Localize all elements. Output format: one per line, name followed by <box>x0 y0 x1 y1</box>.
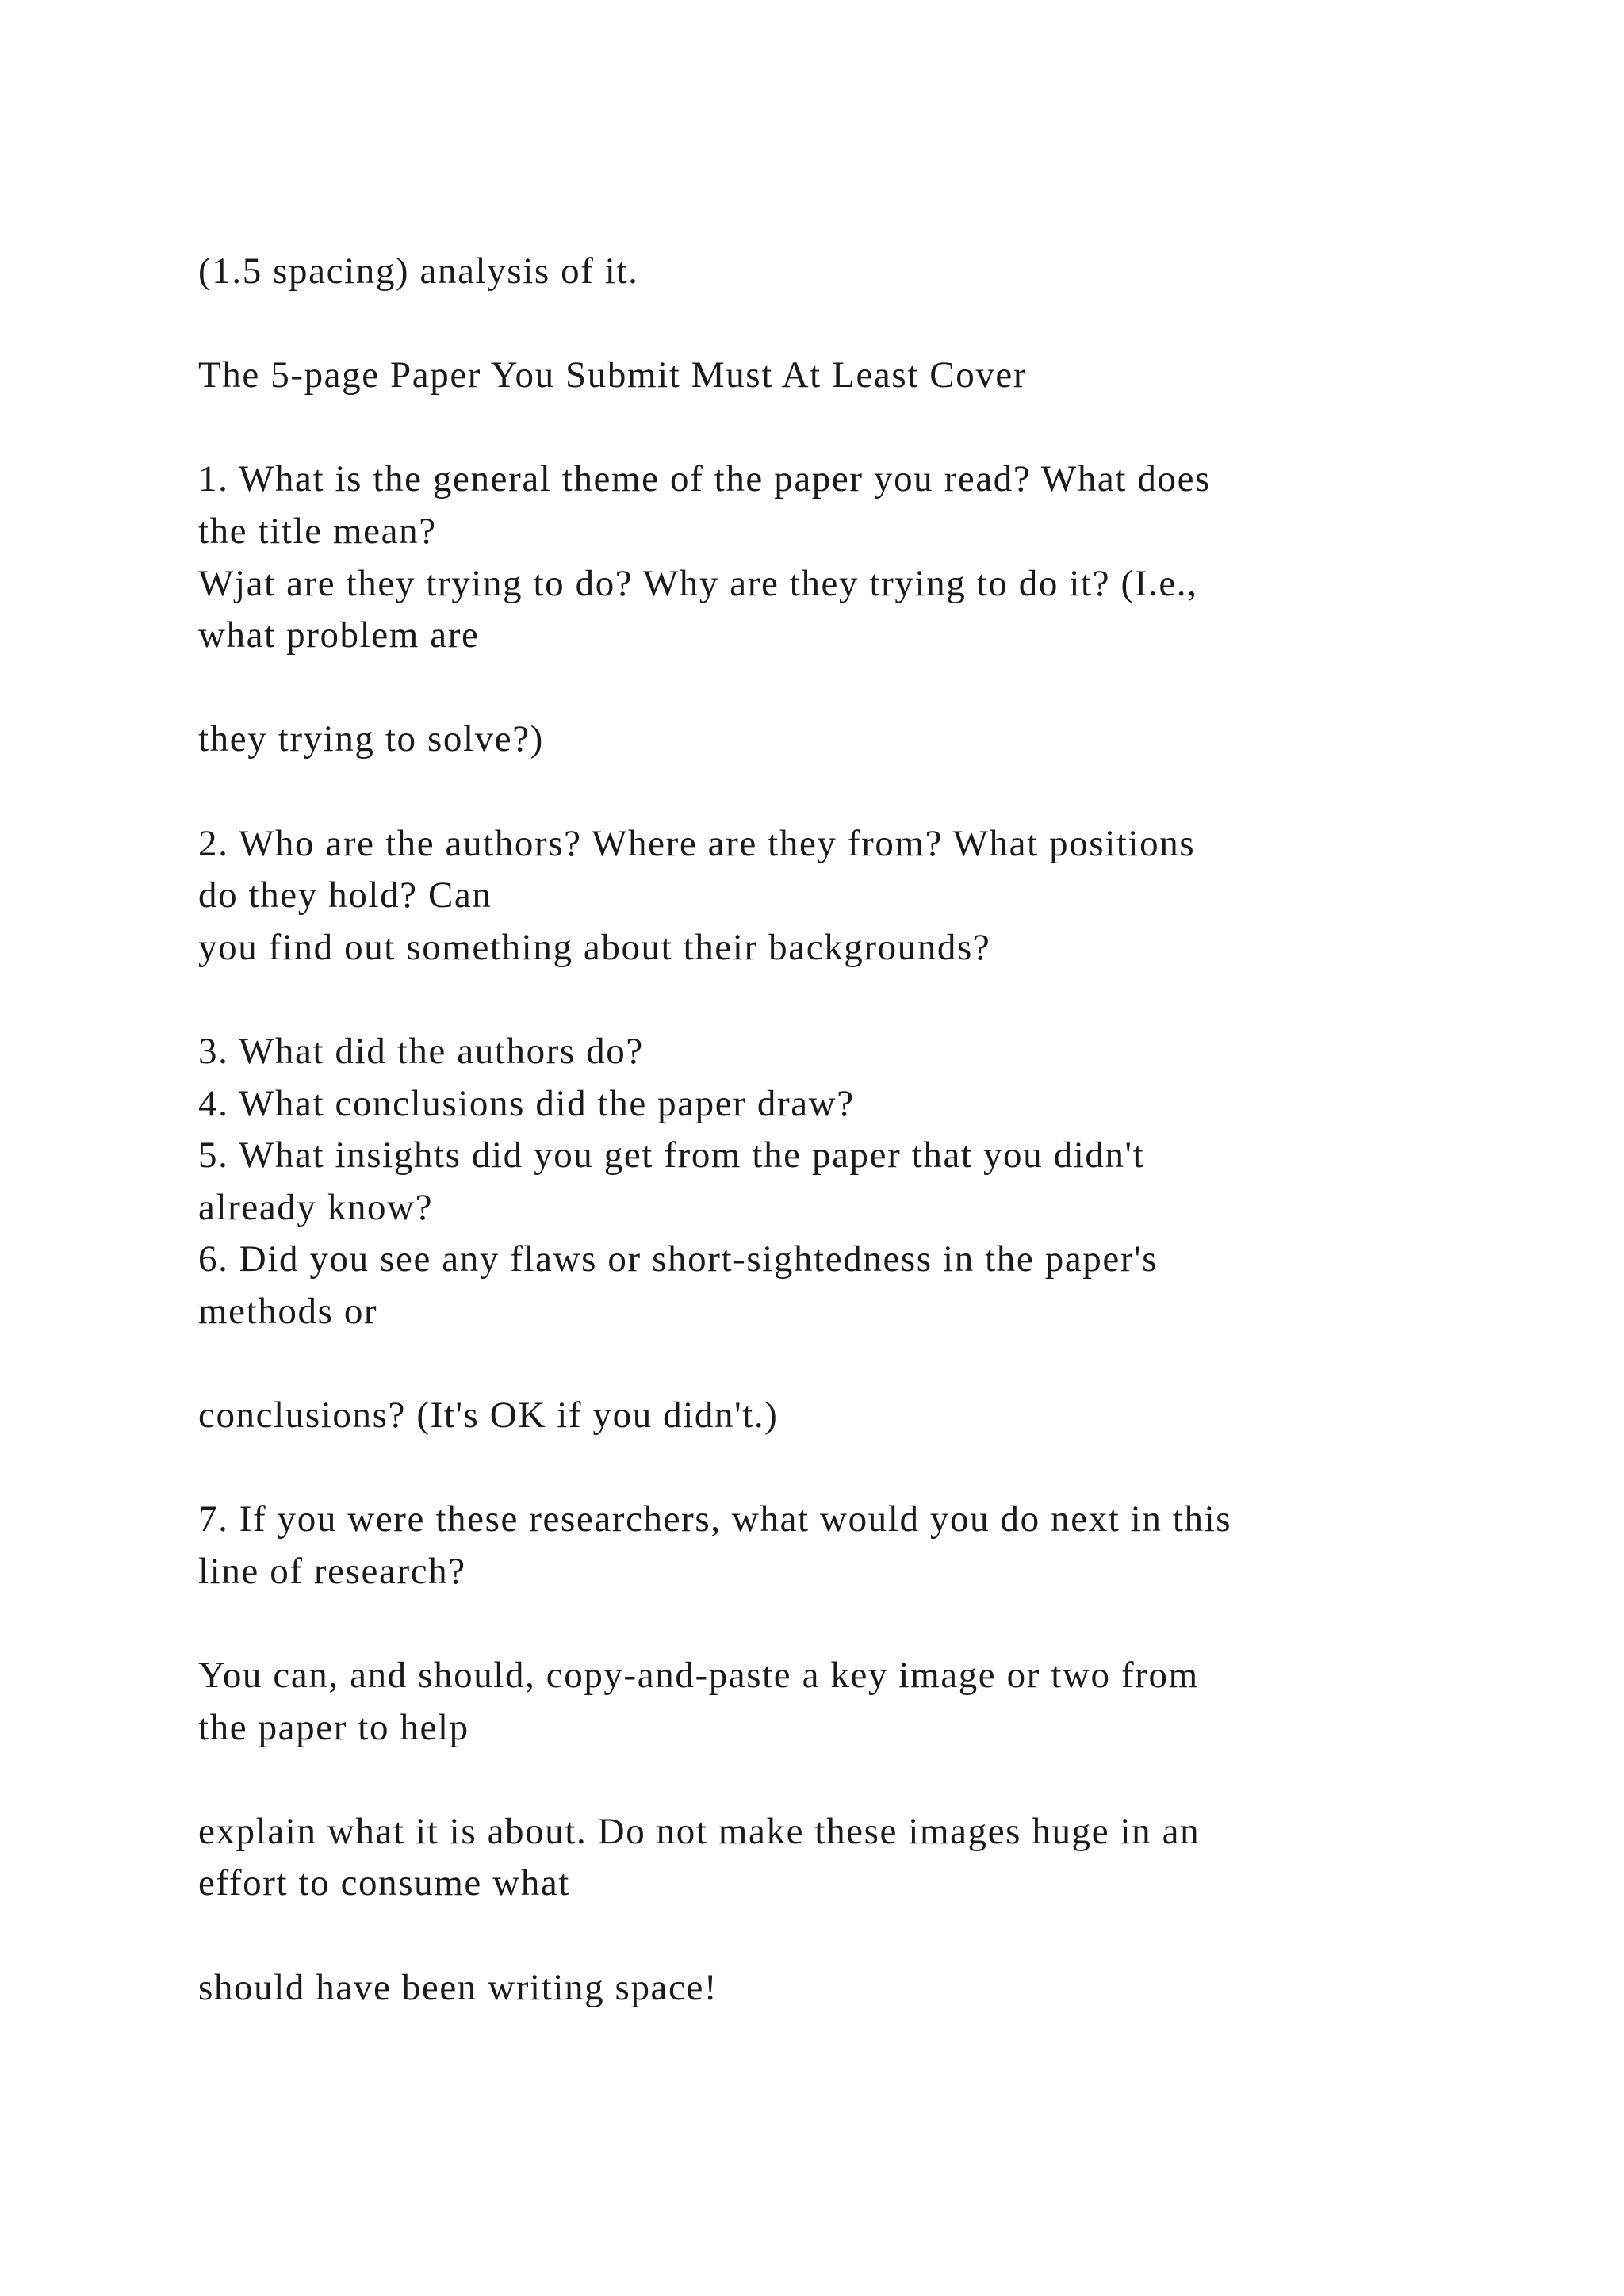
text-line: already know? <box>198 1186 434 1228</box>
blank-line <box>198 766 1507 818</box>
text-line: should have been writing space! <box>198 1966 718 2008</box>
text-line: Wjat are they trying to do? Why are they trying to do it? (I.e., <box>198 562 1198 604</box>
blank-line <box>198 402 1507 454</box>
blank-line <box>198 1598 1507 1650</box>
text-line: The 5-page Paper You Submit Must At Least Cover <box>198 354 1028 396</box>
text-line: they trying to solve?) <box>198 718 544 760</box>
text-line: the title mean? <box>198 510 437 552</box>
text-line: line of research? <box>198 1550 466 1592</box>
text-line: what problem are <box>198 614 480 656</box>
blank-line <box>198 1337 1507 1390</box>
text-line: do they hold? Can <box>198 874 492 916</box>
blank-line <box>198 662 1507 714</box>
text-line: 1. What is the general theme of the paper you read? What does <box>198 458 1211 500</box>
document-body <box>198 246 1507 2014</box>
text-line: 5. What insights did you get from the paper that you didn't <box>198 1135 1145 1177</box>
text-line: (1.5 spacing) analysis of it. <box>198 251 639 292</box>
text-line: explain what it is about. Do not make these images huge in an <box>198 1810 1201 1852</box>
blank-line <box>198 298 1507 350</box>
text-line: conclusions? (It's OK if you didn't.) <box>198 1395 779 1437</box>
blank-line <box>198 1442 1507 1494</box>
text-line: 6. Did you see any flaws or short-sightedness in the paper's <box>198 1238 1159 1280</box>
blank-line <box>198 974 1507 1026</box>
text-line: 3. What did the authors do? <box>198 1030 644 1072</box>
blank-line <box>198 1910 1507 1962</box>
text-line: effort to consume what <box>198 1862 570 1904</box>
text-line: the paper to help <box>198 1706 469 1748</box>
text-line: You can, and should, copy-and-paste a key image or two from <box>198 1655 1199 1697</box>
text-line: 4. What conclusions did the paper draw? <box>198 1082 855 1124</box>
blank-line <box>198 1754 1507 1806</box>
text-line: 7. If you were these researchers, what would you do next in this <box>198 1498 1232 1540</box>
text-line: 2. Who are the authors? Where are they from? What positions <box>198 822 1196 864</box>
text-line: methods or <box>198 1290 378 1332</box>
text-line: you find out something about their backgrounds? <box>198 926 991 968</box>
